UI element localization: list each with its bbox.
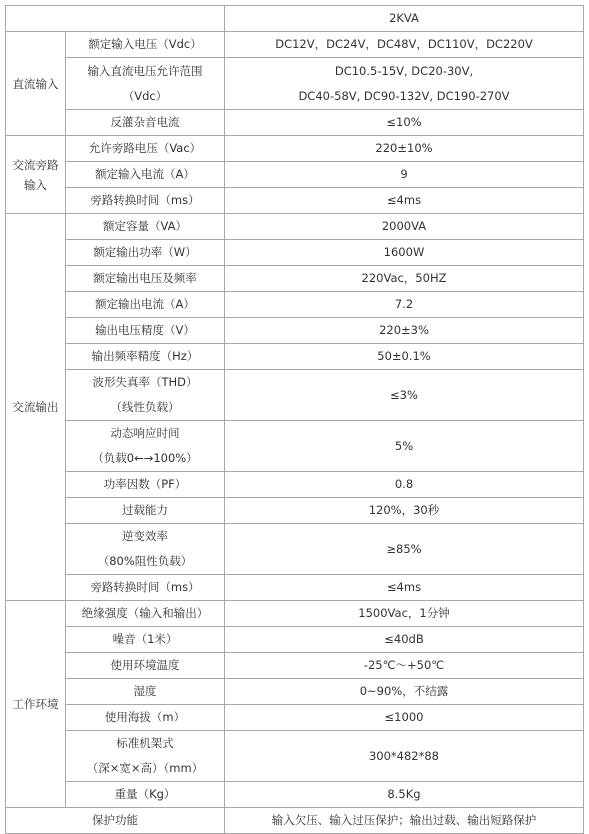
param-cell: 输出频率精度（Hz） xyxy=(66,344,225,370)
param-cell: 绝缘强度（输入和输出） xyxy=(66,601,225,627)
table-row xyxy=(6,601,584,627)
category-ac-bypass-input xyxy=(6,136,66,214)
param-line: 逆变效率 xyxy=(122,529,168,543)
table-row xyxy=(6,575,584,601)
param-cell: 重量（Kg） xyxy=(66,782,225,808)
header-blank-cell xyxy=(6,6,225,32)
value-cell: 220Vac，50HZ xyxy=(225,266,584,292)
table-row xyxy=(6,136,584,162)
protection-row xyxy=(6,808,584,834)
param-line: （线性负载） xyxy=(110,400,180,414)
param-cell xyxy=(66,524,225,575)
value-cell: 5% xyxy=(225,421,584,472)
param-cell: 额定输入电流（A） xyxy=(66,162,225,188)
table-row xyxy=(6,524,584,575)
value-cell: 1500Vac，1分钟 xyxy=(225,601,584,627)
table-row xyxy=(6,370,584,421)
value-cell: 2000VA xyxy=(225,214,584,240)
table-row xyxy=(6,344,584,370)
table-row xyxy=(6,266,584,292)
param-cell: 额定输入电压（Vdc） xyxy=(66,32,225,58)
value-cell: 9 xyxy=(225,162,584,188)
param-cell: 旁路转换时间（ms） xyxy=(66,575,225,601)
param-cell xyxy=(66,370,225,421)
param-cell: 输出电压精度（V） xyxy=(66,318,225,344)
table-row xyxy=(6,421,584,472)
value-cell: 50±0.1% xyxy=(225,344,584,370)
value-cell: ≤4ms xyxy=(225,188,584,214)
param-cell: 使用环境温度 xyxy=(66,653,225,679)
param-cell: 使用海拔（m） xyxy=(66,705,225,731)
param-line: （负载0←→100%） xyxy=(92,451,198,465)
param-cell: 湿度 xyxy=(66,679,225,705)
table-row xyxy=(6,472,584,498)
param-line: 标准机架式 xyxy=(116,736,174,750)
value-cell: ≤1000 xyxy=(225,705,584,731)
value-cell: 1600W xyxy=(225,240,584,266)
table-row xyxy=(6,627,584,653)
model-header: 2KVA xyxy=(225,6,584,32)
param-line: 波形失真率（THD） xyxy=(92,375,198,389)
value-cell: 7.2 xyxy=(225,292,584,318)
value-cell: ≤3% xyxy=(225,370,584,421)
param-cell: 额定输出电流（A） xyxy=(66,292,225,318)
value-cell: DC12V，DC24V，DC48V，DC110V，DC220V xyxy=(225,32,584,58)
header-row xyxy=(6,6,584,32)
param-cell: 过载能力 xyxy=(66,498,225,524)
param-line: （Vdc） xyxy=(122,88,168,103)
category-dc-input: 直流输入 xyxy=(6,32,66,136)
param-line: 输入直流电压允许范围 xyxy=(87,63,203,78)
value-line: DC40-58V, DC90-132V, DC190-270V xyxy=(298,88,510,103)
category-environment: 工作环境 xyxy=(6,601,66,808)
value-cell: 220±3% xyxy=(225,318,584,344)
param-cell xyxy=(66,58,225,110)
category-line: 输入 xyxy=(24,177,47,192)
param-cell xyxy=(66,421,225,472)
value-cell: 0.8 xyxy=(225,472,584,498)
table-row xyxy=(6,110,584,136)
param-cell: 允许旁路电压（Vac） xyxy=(66,136,225,162)
value-cell: ≤10% xyxy=(225,110,584,136)
value-cell: ≤40dB xyxy=(225,627,584,653)
table-row xyxy=(6,782,584,808)
table-row xyxy=(6,731,584,782)
param-cell: 额定输出电压及频率 xyxy=(66,266,225,292)
table-row xyxy=(6,318,584,344)
param-line: 动态响应时间 xyxy=(110,426,180,440)
value-cell: 120%，30秒 xyxy=(225,498,584,524)
category-ac-output: 交流输出 xyxy=(6,214,66,601)
value-line: DC10.5-15V, DC20-30V, xyxy=(334,63,474,78)
protection-value: 输入欠压、输入过压保护；输出过载、输出短路保护 xyxy=(225,808,584,834)
param-cell: 旁路转换时间（ms） xyxy=(66,188,225,214)
table-row xyxy=(6,498,584,524)
param-cell: 功率因数（PF） xyxy=(66,472,225,498)
value-cell: 300*482*88 xyxy=(225,731,584,782)
value-cell: -25℃～+50℃ xyxy=(225,653,584,679)
param-cell: 额定容量（VA） xyxy=(66,214,225,240)
value-cell: 220±10% xyxy=(225,136,584,162)
table-row xyxy=(6,292,584,318)
table-row xyxy=(6,162,584,188)
table-row xyxy=(6,240,584,266)
value-cell: 0~90%，不结露 xyxy=(225,679,584,705)
value-cell: ≤4ms xyxy=(225,575,584,601)
value-cell: 8.5Kg xyxy=(225,782,584,808)
param-line: （深×宽×高）（mm） xyxy=(86,761,204,775)
value-cell: ≥85% xyxy=(225,524,584,575)
param-line: （80%阻性负载） xyxy=(97,554,193,568)
table-row xyxy=(6,32,584,58)
table-row xyxy=(6,188,584,214)
table-row xyxy=(6,58,584,110)
param-cell: 噪音（1米） xyxy=(66,627,225,653)
protection-label: 保护功能 xyxy=(6,808,225,834)
param-cell: 额定输出功率（W） xyxy=(66,240,225,266)
table-row xyxy=(6,653,584,679)
value-cell xyxy=(225,58,584,110)
param-cell xyxy=(66,731,225,782)
param-cell: 反灌杂音电流 xyxy=(66,110,225,136)
table-row xyxy=(6,705,584,731)
table-row xyxy=(6,214,584,240)
table-row xyxy=(6,679,584,705)
spec-table xyxy=(5,5,584,834)
category-line: 交流旁路 xyxy=(12,157,59,172)
